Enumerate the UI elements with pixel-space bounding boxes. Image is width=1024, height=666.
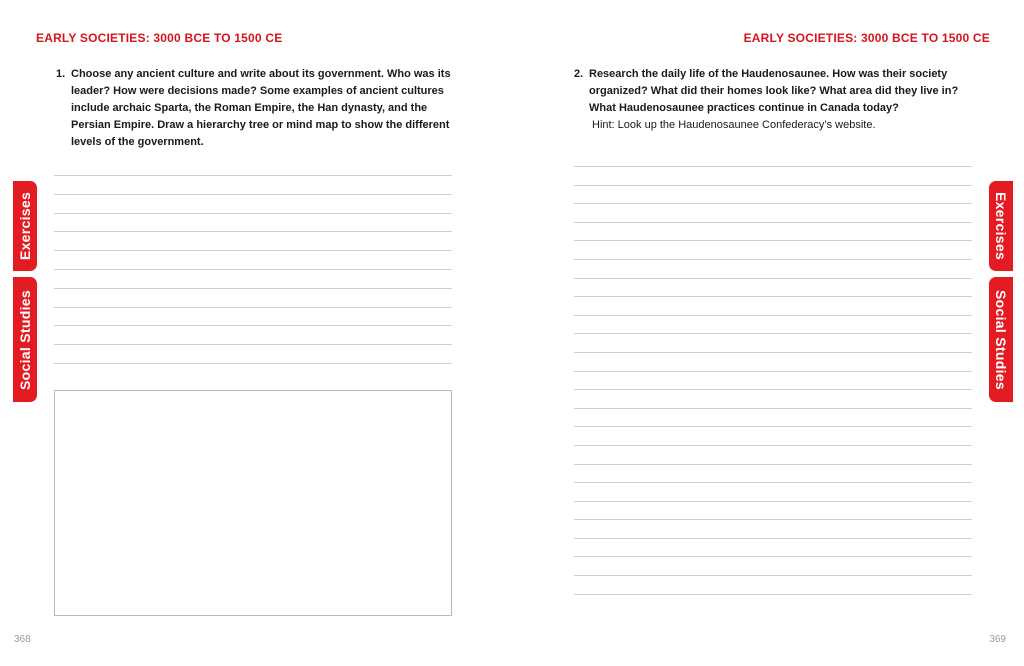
question-number: 2. xyxy=(574,68,584,80)
writing-line[interactable] xyxy=(574,222,972,223)
writing-line[interactable] xyxy=(574,203,972,204)
writing-line[interactable] xyxy=(574,408,972,409)
tab-exercises[interactable] xyxy=(13,181,37,271)
writing-line[interactable] xyxy=(574,426,972,427)
question-number: 1. xyxy=(56,68,66,80)
writing-line[interactable] xyxy=(54,325,452,326)
writing-lines[interactable] xyxy=(54,175,452,382)
writing-line[interactable] xyxy=(574,185,972,186)
writing-line[interactable] xyxy=(574,538,972,539)
question-2 xyxy=(574,66,984,134)
tab-exercises[interactable] xyxy=(989,181,1013,271)
writing-line[interactable] xyxy=(574,519,972,520)
writing-line[interactable] xyxy=(54,194,452,195)
writing-line[interactable] xyxy=(574,556,972,557)
writing-line[interactable] xyxy=(574,259,972,260)
writing-line[interactable] xyxy=(574,315,972,316)
tab-social-studies[interactable] xyxy=(989,277,1013,402)
writing-line[interactable] xyxy=(574,352,972,353)
right-page xyxy=(512,0,1024,666)
writing-line[interactable] xyxy=(54,231,452,232)
running-head: EARLY SOCIETIES: 3000 BCE TO 1500 CE xyxy=(36,31,283,45)
writing-line[interactable] xyxy=(574,371,972,372)
writing-line[interactable] xyxy=(54,250,452,251)
writing-line[interactable] xyxy=(574,445,972,446)
tab-exercises-label: Exercises xyxy=(993,191,1009,261)
drawing-box[interactable] xyxy=(54,390,452,616)
writing-line[interactable] xyxy=(574,278,972,279)
writing-line[interactable] xyxy=(54,307,452,308)
tab-social-studies-label: Social Studies xyxy=(17,289,33,390)
question-text: Choose any ancient culture and write about its government. Who was its leader? How were decisions made? Some examples of ancient cultures include archaic Sparta, the Roman Empire, the Han dynasty, and the Persian Empire. Draw a hierarchy tree or mind map to show the different levels of the government. xyxy=(71,68,451,148)
writing-line[interactable] xyxy=(574,296,972,297)
question-1 xyxy=(56,66,456,151)
writing-line[interactable] xyxy=(54,269,452,270)
running-head: EARLY SOCIETIES: 3000 BCE TO 1500 CE xyxy=(743,31,990,45)
question-hint: Hint: Look up the Haudenosaunee Confederacy’s website. xyxy=(592,119,876,131)
writing-line[interactable] xyxy=(54,175,452,176)
writing-line[interactable] xyxy=(574,464,972,465)
writing-line[interactable] xyxy=(54,213,452,214)
writing-lines[interactable] xyxy=(574,166,972,612)
writing-line[interactable] xyxy=(574,333,972,334)
tab-social-studies-label: Social Studies xyxy=(993,289,1009,390)
tab-exercises-label: Exercises xyxy=(17,191,33,261)
page-number: 368 xyxy=(14,634,31,645)
writing-line[interactable] xyxy=(574,240,972,241)
writing-line[interactable] xyxy=(54,288,452,289)
writing-line[interactable] xyxy=(54,344,452,345)
question-text: Research the daily life of the Haudenosaunee. How was their society organized? What did their homes look like? What area did they live in? What Haudenosaunee practices continue in Canada today? xyxy=(589,68,959,114)
writing-line[interactable] xyxy=(574,575,972,576)
writing-line[interactable] xyxy=(54,363,452,364)
writing-line[interactable] xyxy=(574,482,972,483)
writing-line[interactable] xyxy=(574,594,972,595)
tab-social-studies[interactable] xyxy=(13,277,37,402)
page-number: 369 xyxy=(989,634,1006,645)
writing-line[interactable] xyxy=(574,389,972,390)
writing-line[interactable] xyxy=(574,166,972,167)
writing-line[interactable] xyxy=(574,501,972,502)
